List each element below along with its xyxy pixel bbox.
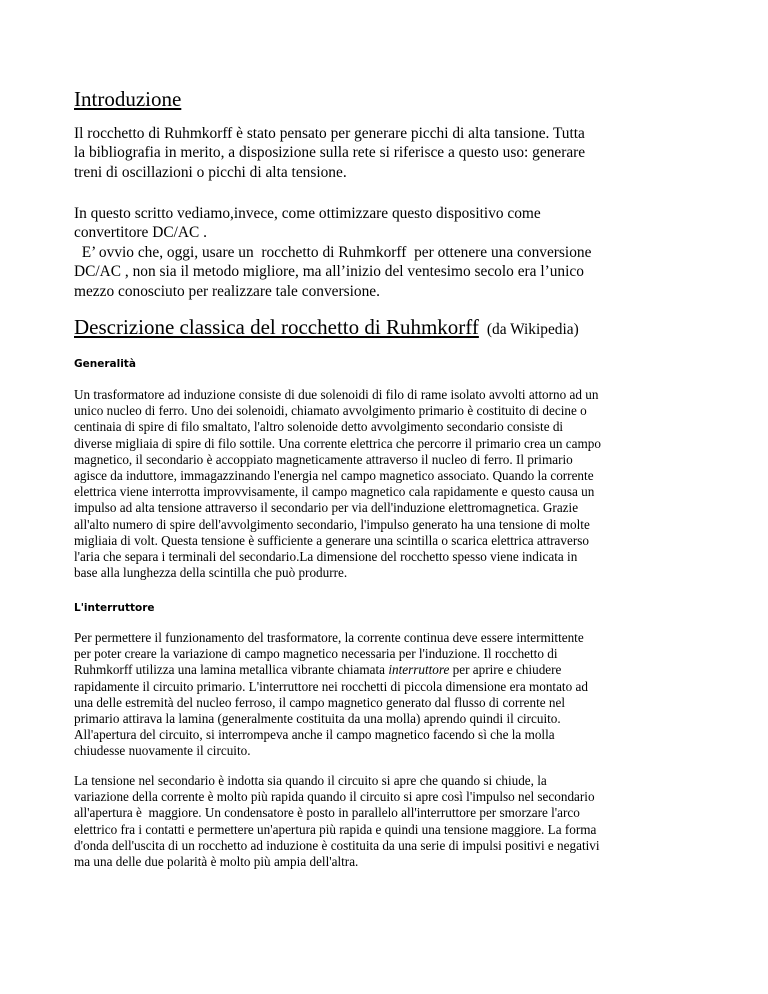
text-line: agisce da induttore, immagazzinando l'energia nel campo magnetico associato. Quando la corrente [74, 468, 594, 484]
text-line: chiudesse nuovamente il circuito. [74, 743, 251, 759]
text-line: rapidamente il circuito primario. L'interruttore nei rocchetti di piccola dimensione era montato ad [74, 678, 588, 694]
text-line: ma una delle due polarità è molto più ampia dell'altra. [74, 854, 359, 870]
text-line: la bibliografia in merito, a disposizione sulla rete si riferisce a questo uso: generare [74, 144, 586, 162]
italic-term: interruttore [388, 662, 450, 678]
text-line: primario attirava la lamina (generalmente costituita da una molla) aprendo quindi il circuito. [74, 711, 561, 727]
text-line: Per permettere il funzionamento del trasformatore, la corrente continua deve essere intermittente [74, 630, 584, 645]
text-line: treni di oscillazioni o picchi di alta tensione. [74, 163, 347, 181]
text-line: base alla lunghezza della scintilla che può produrre. [74, 565, 348, 581]
text-line: elettrico fra i contatti e permettere un'apertura più rapida e quindi una tensione maggiore. La forma [74, 821, 597, 837]
text-line: E’ ovvio che, oggi, usare un rocchetto di Ruhmkorff per ottenere una conversione [74, 243, 592, 261]
subheading-interruttore: L'interruttore [74, 602, 155, 614]
intro-heading: Introduzione [74, 87, 182, 111]
text-segment: Ruhmkorff utilizza una lamina metallica vibrante chiamata [74, 662, 389, 678]
section-heading [74, 314, 579, 343]
text-line: centinaia di spire di filo smaltato, l'altro solenoide detto avvolgimento secondario consiste di [74, 419, 564, 435]
text-line: all'alto numero di spire dell'avvolgimento secondario, l'impulso generato ha una tensione di molte [74, 516, 590, 532]
text-line: Un trasformatore ad induzione consiste di due solenoidi di filo di rame isolato avvolti attorno ad un [74, 387, 599, 402]
text-line: mezzo conosciuto per realizzare tale conversione. [74, 282, 380, 300]
text-line: elettrica viene interrotta improvvisamente, il campo magnetico cala rapidamente e questo causa un [74, 484, 595, 500]
text-line: Il rocchetto di Ruhmkorff è stato pensato per generare picchi di alta tansione. Tutta [74, 125, 585, 142]
text-line: per poter creare la variazione di campo magnetico necessaria per l'induzione. Il rocchetto di [74, 646, 558, 662]
text-line: all'apertura è maggiore. Un condensatore è posto in parallelo all'interruttore per smorzare l'arco [74, 805, 580, 821]
text-line: magnetico, il secondario è accoppiato magneticamente attraverso il nucleo di ferro. Il primario [74, 451, 573, 467]
text-line: migliaia di volt. Questa tensione è sufficiente a generare una scintilla o scarica elettrica attraverso [74, 532, 589, 548]
text-line [74, 662, 710, 678]
text-line: La tensione nel secondario è indotta sia quando il circuito si apre che quando si chiude, la [74, 773, 547, 788]
text-line: In questo scritto vediamo,invece, come ottimizzare questo dispositivo come [74, 205, 541, 222]
intro-paragraph-2 [74, 204, 734, 301]
interruttore-paragraph [74, 630, 710, 760]
text-line: convertitore DC/AC . [74, 224, 207, 242]
intro-paragraph-1 [74, 124, 734, 182]
section-heading-title: Descrizione classica del rocchetto di Ruhmkorff [74, 315, 479, 339]
text-line: impulso ad alta tensione attraverso il secondario per via dell'induzione elettromagnetica. Grazie [74, 500, 579, 516]
text-line: d'onda dell'uscita di un rocchetto ad induzione è costituita da una serie di impulsi positivi e negativi [74, 837, 600, 853]
generalita-paragraph [74, 387, 710, 581]
subheading-generalita: Generalità [74, 358, 136, 370]
text-line: unico nucleo di ferro. Uno dei solenoidi, chiamato avvolgimento primario è costituito di decine o [74, 403, 587, 419]
text-line: una delle estremità del nucleo ferroso, il campo magnetico generato dal flusso di corrente nel [74, 694, 566, 710]
text-line: diverse migliaia di spire di filo sottile. Una corrente elettrica che percorre il primario crea un campo [74, 435, 601, 451]
text-segment: per aprire e chiudere [449, 662, 562, 678]
section-heading-source: (da Wikipedia) [486, 321, 579, 338]
text-line: DC/AC , non sia il metodo migliore, ma all’inizio del ventesimo secolo era l’unico [74, 263, 584, 281]
tensione-paragraph [74, 773, 710, 870]
text-line: variazione della corrente è molto più rapida quando il circuito si apre così l'impulso nel secondario [74, 789, 595, 805]
text-line: l'aria che separa i terminali del secondario.La dimensione del rocchetto spesso viene indicata in [74, 549, 578, 565]
text-line: All'apertura del circuito, si interrompeva anche il campo magnetico facendo sì che la molla [74, 727, 555, 743]
